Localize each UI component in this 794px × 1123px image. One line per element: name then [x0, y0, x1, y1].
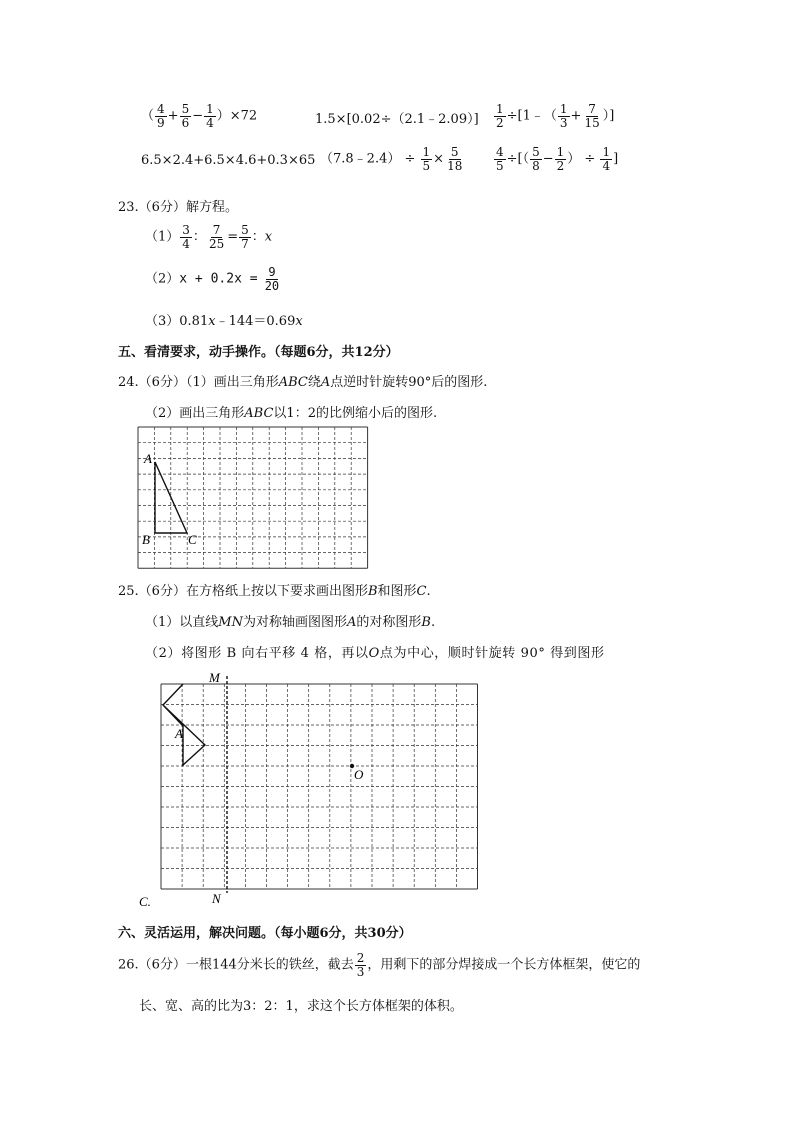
q23-title: 23.（6分）解方程。 — [118, 200, 238, 215]
fraction: $\frac{7}{25}$ — [208, 223, 225, 251]
label-a: A — [175, 726, 183, 741]
fraction: $\frac{5}{8}$ — [532, 145, 540, 173]
label-m: M — [209, 670, 220, 685]
calc-4: 6.5×2.4+6.5×4.6+0.3×65 — [141, 153, 316, 168]
calc-2: 1.5×[0.02÷（2.1﹣2.09）] — [315, 112, 479, 127]
label-b: B — [142, 532, 150, 547]
fraction: $\frac{1}{2}$ — [496, 102, 504, 130]
calc-3: $\frac{1}{2}$ ÷[1﹣（ $\frac{1}{3}$ + $\frac{7}{15}$ ）] — [496, 102, 615, 130]
section6-title: 六、灵活运用，解决问题。（每小题6分，共30分） — [118, 926, 412, 941]
q26-line2: 长、宽、高的比为3：2：1，求这个长方体框架的体积。 — [139, 999, 463, 1014]
q23-part1: （1） $\frac{3}{4}$ ： $\frac{7}{25}$ = $\frac{5}{7}$ ：x — [145, 223, 273, 251]
calc-5: （7.8﹣2.4） ÷ $\frac{1}{5}$ × $\frac{5}{18}$ — [320, 145, 463, 173]
fraction: $\frac{3}{4}$ — [182, 223, 190, 251]
section5-title: 五、看清要求，动手操作。（每题6分，共12分） — [118, 345, 399, 360]
fraction: $\frac{5}{6}$ — [181, 102, 190, 130]
fraction: $\frac{5}{18}$ — [447, 145, 463, 173]
q24-line1: 24.（6分）（1）画出三角形ABC绕A点逆时针旋转90°后的图形. — [118, 375, 488, 390]
label-o: O — [354, 767, 364, 782]
label-a: A — [144, 451, 152, 466]
fraction: $\frac{2}{3}$ — [356, 951, 365, 979]
label-n: N — [212, 891, 221, 906]
fraction: $\frac{1}{2}$ — [556, 145, 565, 173]
q23-part2: （2）x + 0.2x = $\frac{9}{20}$ — [145, 265, 280, 293]
label-c: C — [188, 532, 197, 547]
fraction: $\frac{7}{15}$ — [584, 102, 600, 130]
label-c: C. — [139, 894, 151, 909]
fraction: $\frac{4}{5}$ — [496, 145, 504, 173]
q24-line2: （2）画出三角形ABC以1：2的比例缩小后的图形. — [145, 406, 438, 421]
q25-line2: （1）以直线MN为对称轴画图图形A的对称图形B. — [145, 615, 436, 630]
calc-6: $\frac{4}{5}$ ÷[（ $\frac{5}{8}$ − $\frac{1}{2}$ ） ÷ $\frac{1}{4}$ ] — [496, 145, 619, 173]
fraction: $\frac{1}{4}$ — [602, 145, 611, 173]
fraction: $\frac{9}{20}$ — [264, 265, 280, 293]
plus: + — [167, 108, 179, 124]
q25-grid-lines — [161, 684, 478, 889]
fraction: $\frac{1}{3}$ — [559, 102, 568, 130]
q25-line1: 25.（6分）在方格纸上按以下要求画出图形B和图形C. — [118, 584, 431, 599]
q23-part3: （3）0.81x﹣144＝0.69x — [145, 314, 303, 329]
minus: − — [192, 108, 204, 124]
q25-line3: （2）将图形 B 向右平移 4 格，再以O点为中心，顺时针旋转 90° 得到图形 — [145, 646, 605, 661]
fraction: $\frac{5}{7}$ — [241, 223, 249, 251]
fraction: $\frac{4}{9}$ — [157, 102, 165, 130]
fraction: $\frac{1}{4}$ — [206, 102, 214, 130]
paren-close: ）×72 — [216, 108, 258, 124]
figure-a — [163, 684, 205, 765]
paren-open: （ — [141, 108, 155, 124]
q26-line1: 26.（6分）一根144分米长的铁丝，截去 $\frac{2}{3}$ ，用剩下的部分焊接成一个长方体框架，使它的 — [118, 951, 641, 979]
fraction: $\frac{1}{5}$ — [422, 145, 431, 173]
